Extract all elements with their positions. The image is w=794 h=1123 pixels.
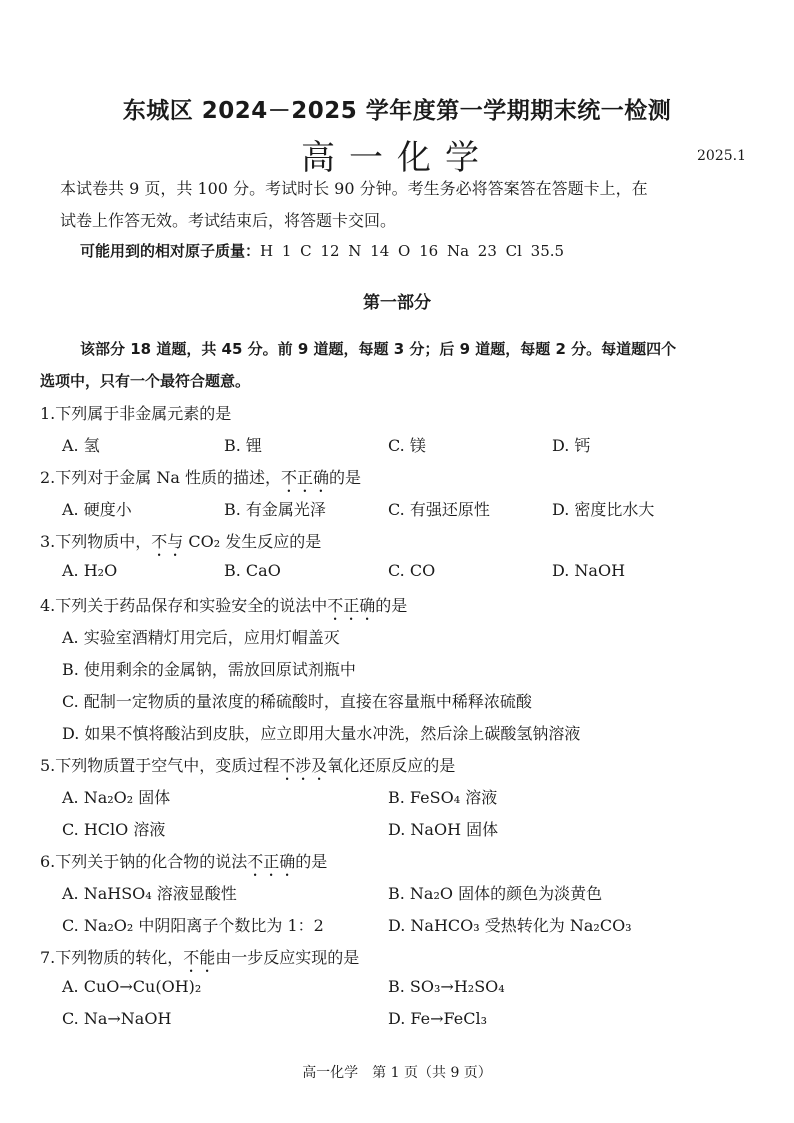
question-1-option-c: C. 镁 [388,436,426,455]
question-4-option-b: B. 使用剩余的金属钠，需放回原试剂瓶中 [62,660,356,679]
question-4-stem [40,593,407,624]
question-2-option-c: C. 有强还原性 [388,500,490,519]
question-5-option-c: C. HClO 溶液 [62,820,166,839]
question-6-option-c: C. Na₂O₂ 中阴阳离子个数比为 1：2 [62,916,324,935]
question-3-stem-post: CO₂ 发生反应的是 [183,532,322,551]
question-5-emphasis: 不涉及 [279,756,328,775]
question-6-stem [40,849,327,880]
question-2-option-a: A. 硬度小 [62,500,132,519]
atomic-masses-label: 可能用到的相对原子质量： [80,242,261,260]
page-footer: 高一化学 第 1 页（共 9 页） [302,1065,492,1081]
atomic-masses [80,240,564,261]
question-5-option-d: D. NaOH 固体 [388,820,499,839]
question-4-emphasis: 不正确 [327,596,376,615]
question-7-stem-post: 由一步反应实现的是 [215,948,360,967]
question-2-stem-pre: 2.下列对于金属 Na 性质的描述， [40,468,281,487]
question-1-stem: 1.下列属于非金属元素的是 [40,404,232,423]
question-6-option-d: D. NaHCO₃ 受热转化为 Na₂CO₃ [388,916,632,935]
question-2-stem-post: 的是 [329,468,362,487]
question-7-stem-pre: 7.下列物质的转化， [40,948,184,967]
question-2-stem [40,465,361,496]
question-4-option-a: A. 实验室酒精灯用完后，应用灯帽盖灭 [62,628,340,647]
question-3-stem [40,529,321,560]
question-5-stem-pre: 5.下列物质置于空气中，变质过程 [40,756,280,775]
question-4-option-d: D. 如果不慎将酸沾到皮肤，应立即用大量水冲洗，然后涂上碳酸氢钠溶液 [62,724,581,743]
question-2-option-d: D. 密度比水大 [552,500,655,519]
question-6-stem-post: 的是 [295,852,328,871]
question-7-emphasis: 不能 [183,948,216,967]
subject-title: 高一化学 [301,138,493,178]
question-7-option-d: D. Fe→FeCl₃ [388,1009,487,1028]
question-6-emphasis: 不正确 [247,852,296,871]
question-4-stem-pre: 4.下列关于药品保存和实验安全的说法中 [40,596,328,615]
question-7-option-c: C. Na→NaOH [62,1009,172,1028]
section-instructions-2: 选项中，只有一个最符合题意。 [40,372,251,390]
question-1-option-d: D. 钙 [552,436,591,455]
intro-line-2: 试卷上作答无效。考试结束后，将答题卡交回。 [60,211,397,230]
intro-line-1: 本试卷共 9 页，共 100 分。考试时长 90 分钟。考生务必将答案答在答题卡上，在 [60,179,648,198]
question-3-option-b: B. CaO [224,561,281,580]
question-5-option-a: A. Na₂O₂ 固体 [62,788,171,807]
section-instructions-1: 该部分 18 道题，共 45 分。前 9 道题，每题 3 分；后 9 道题，每题 2 分。每道题四个 [80,340,677,358]
question-2-option-b: B. 有金属光泽 [224,500,326,519]
question-3-emphasis: 不与 [151,532,184,551]
question-7-option-a: A. CuO→Cu(OH)₂ [62,977,202,996]
question-3-option-d: D. NaOH [552,561,626,580]
question-6-option-a: A. NaHSO₄ 溶液显酸性 [62,884,237,903]
question-1-option-b: B. 锂 [224,436,262,455]
question-3-option-a: A. H₂O [62,561,118,580]
question-7-stem [40,945,359,976]
question-5-stem [40,753,455,784]
question-6-stem-pre: 6.下列关于钠的化合物的说法 [40,852,248,871]
section-title: 第一部分 [363,293,431,313]
question-2-emphasis: 不正确 [280,468,329,487]
question-3-stem-pre: 3.下列物质中， [40,532,152,551]
atomic-masses-values: H 1 C 12 N 14 O 16 Na 23 Cl 35.5 [260,242,565,260]
question-4-option-c: C. 配制一定物质的量浓度的稀硫酸时，直接在容量瓶中稀释浓硫酸 [62,692,532,711]
question-1-option-a: A. 氢 [62,436,100,455]
question-5-option-b: B. FeSO₄ 溶液 [388,788,498,807]
question-3-option-c: C. CO [388,561,436,580]
question-4-stem-post: 的是 [375,596,408,615]
exam-title: 东城区 2024－2025 学年度第一学期期末统一检测 [122,98,672,124]
question-7-option-b: B. SO₃→H₂SO₄ [388,977,505,996]
question-6-option-b: B. Na₂O 固体的颜色为淡黄色 [388,884,603,903]
exam-date: 2025.1 [697,148,746,164]
question-5-stem-post: 氧化还原反应的是 [327,756,456,775]
